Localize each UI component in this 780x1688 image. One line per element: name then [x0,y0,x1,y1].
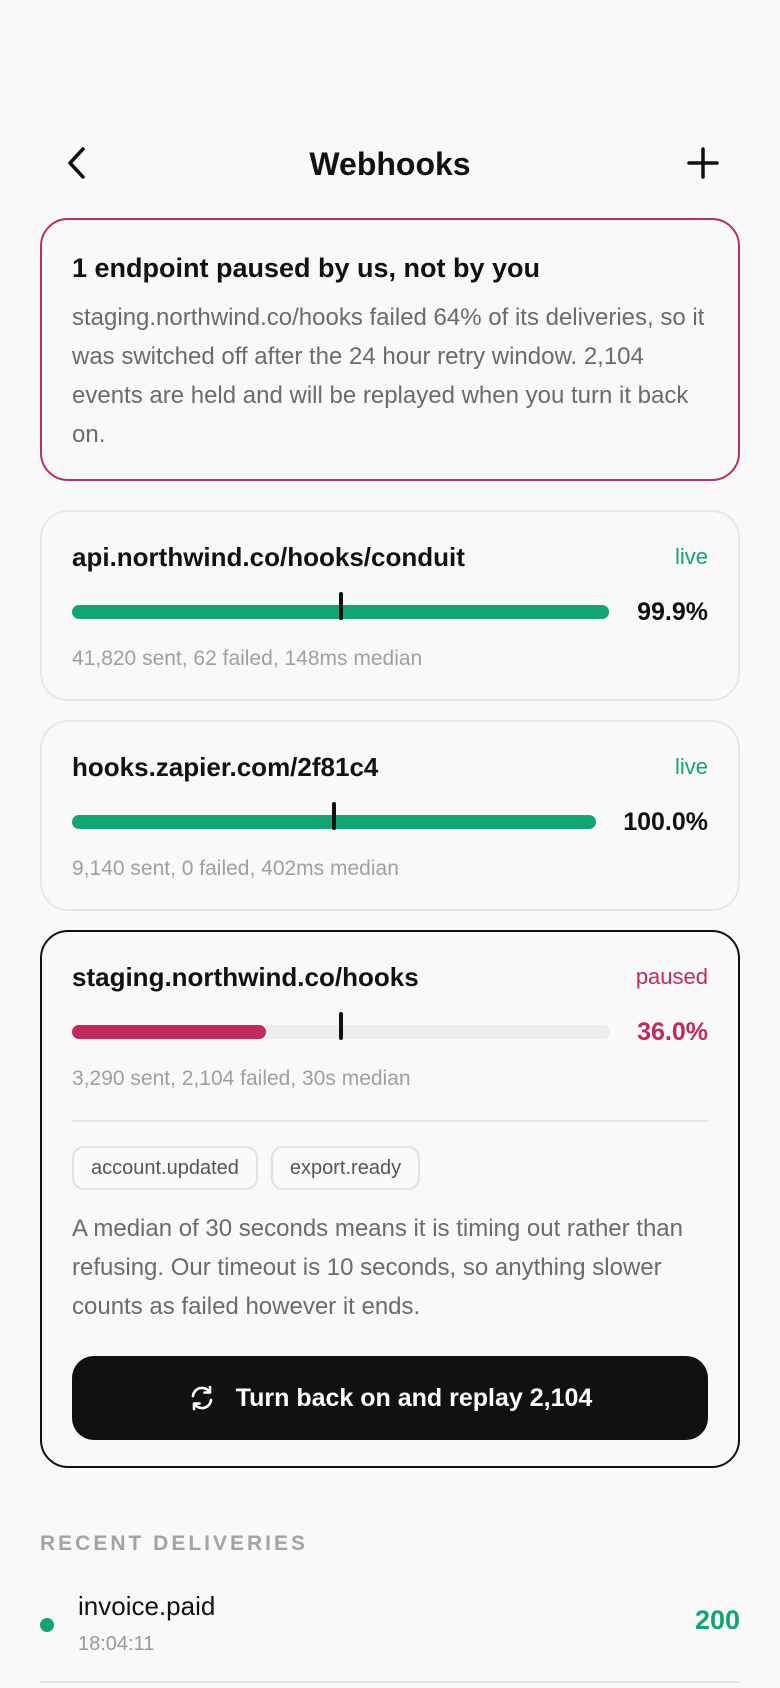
delivery-time: 18:04:11 [78,1633,155,1655]
section-heading: RECENT DELIVERIES [40,1532,309,1555]
event-type-chip[interactable]: account.updated [72,1146,258,1190]
endpoint-card[interactable] [40,720,740,911]
median-marker [339,1012,343,1040]
resume-replay-label: Turn back on and replay 2,104 [235,1383,593,1412]
alert-title: 1 endpoint paused by us, not by you [72,253,541,283]
endpoint-stats: 41,820 sent, 62 failed, 148ms median [72,647,423,670]
median-marker [339,592,343,620]
resume-replay-button[interactable] [72,1356,708,1440]
plus-icon [687,147,719,179]
success-rate-bar [72,605,610,619]
success-rate-fill [72,1025,266,1039]
event-type-chip[interactable]: export.ready [271,1146,420,1190]
event-type-list [72,1146,420,1190]
endpoint-name: staging.northwind.co/hooks [72,962,419,992]
status-badge: paused [635,964,708,989]
status-badge: live [674,754,708,779]
median-marker [332,802,336,830]
alert-body: staging.northwind.co/hooks failed 64% of its deliveries, so it was switched off after the 24 hour retry window. 2,104 events are held and will be replayed when you turn it back on. [72,304,705,448]
delivery-event: invoice.paid [78,1591,216,1621]
endpoint-stats: 3,290 sent, 2,104 failed, 30s median [72,1067,411,1090]
top-bar [0,128,780,204]
endpoint-stats: 9,140 sent, 0 failed, 402ms median [72,857,399,880]
success-rate-value: 100.0% [623,808,708,836]
status-badge: live [674,544,708,569]
delivery-row[interactable] [40,1585,740,1683]
success-rate-bar [72,1025,610,1039]
timeout-explanation: A median of 30 seconds means it is timing out rather than refusing. Our timeout is 10 seconds, so anything slower counts as failed however it ends. [72,1215,684,1320]
endpoint-card-paused[interactable] [40,930,740,1468]
response-code: 200 [694,1605,740,1635]
endpoint-name: api.northwind.co/hooks/conduit [72,542,465,572]
status-dot [40,1618,54,1632]
success-rate-value: 99.9% [637,598,708,626]
endpoint-name: hooks.zapier.com/2f81c4 [72,752,379,782]
refresh-icon [188,1384,216,1412]
success-rate-value: 36.0% [637,1018,708,1046]
paused-alert [40,218,740,481]
success-rate-bar [72,815,596,829]
endpoint-card[interactable] [40,510,740,701]
divider [72,1120,708,1122]
add-endpoint-button[interactable] [678,138,728,188]
page-title: Webhooks [309,146,471,182]
